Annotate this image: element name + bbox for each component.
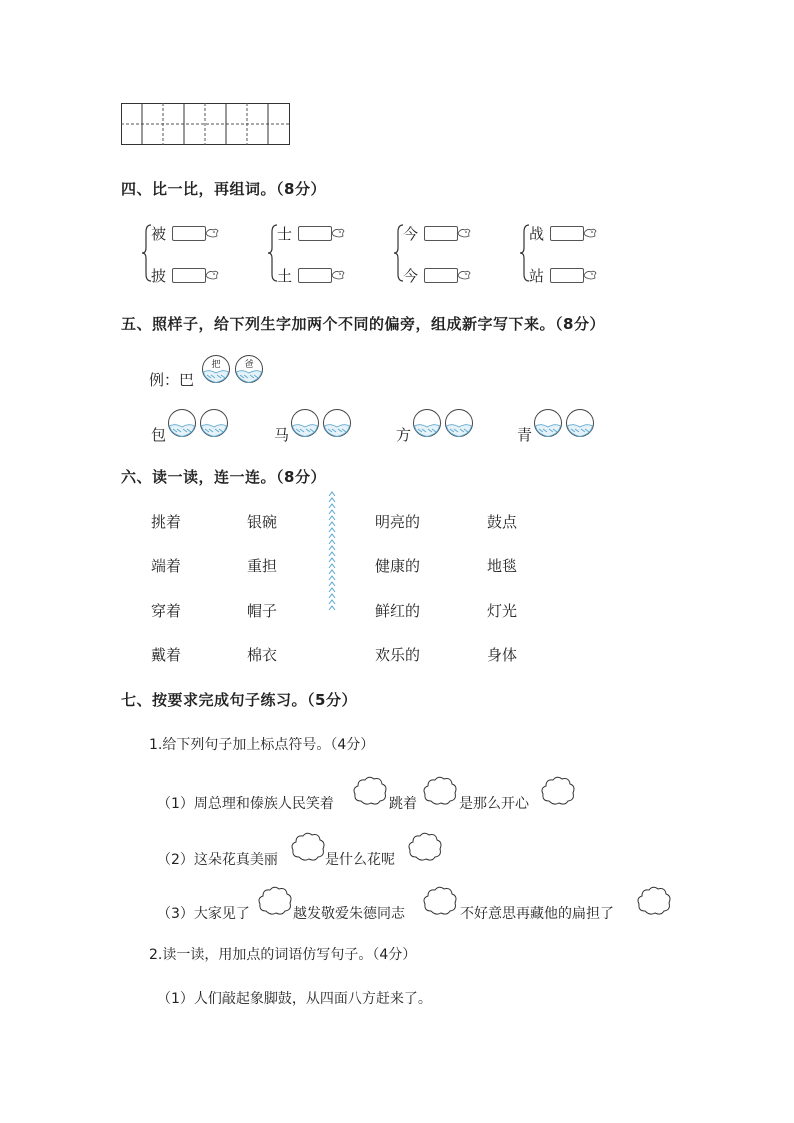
match-word[interactable]: 端着	[151, 557, 182, 575]
section4-title: 四、比一比，再组词。（8分）	[121, 180, 326, 198]
match-word[interactable]: 穿着	[151, 602, 182, 620]
match-word[interactable]: 身体	[487, 646, 518, 664]
writing-grid[interactable]	[121, 103, 290, 145]
sentence-4: （1）人们敲起象脚鼓，从四面八方赶来了。	[157, 991, 432, 1007]
character: 战	[529, 225, 545, 243]
cloud-blank-icon[interactable]	[352, 775, 388, 807]
answer-box[interactable]	[172, 268, 206, 283]
bird-icon	[457, 227, 471, 239]
match-word[interactable]: 鼓点	[487, 513, 518, 531]
answer-box[interactable]	[172, 226, 206, 241]
base-character: 方	[396, 426, 412, 444]
section5-title: 五、照样子，给下列生字加两个不同的偏旁，组成新字写下来。（8分）	[121, 315, 605, 333]
section6-title: 六、读一读，连一连。（8分）	[121, 468, 326, 486]
bird-icon	[583, 269, 597, 281]
character: 被	[151, 225, 167, 243]
sentence-1b: 跳着	[389, 796, 417, 812]
match-word[interactable]: 地毯	[487, 557, 518, 575]
answer-box[interactable]	[298, 226, 332, 241]
base-character: 青	[517, 426, 533, 444]
bird-icon	[205, 227, 219, 239]
answer-box[interactable]	[550, 226, 584, 241]
example-label: 例：巴	[149, 371, 195, 389]
match-word[interactable]: 灯光	[487, 602, 518, 620]
character: 站	[529, 267, 545, 285]
character: 士	[277, 225, 293, 243]
radical-circle[interactable]	[199, 408, 229, 438]
radical-circle[interactable]	[234, 354, 264, 384]
match-word[interactable]: 棉衣	[247, 646, 278, 664]
radical-circle[interactable]	[290, 408, 320, 438]
sentence-3b: 越发敬爱朱德同志	[293, 906, 405, 922]
bird-icon	[457, 269, 471, 281]
cloud-blank-icon[interactable]	[636, 885, 672, 917]
character: 土	[277, 267, 293, 285]
radical-circle[interactable]	[533, 408, 563, 438]
radical-circle[interactable]	[322, 408, 352, 438]
radical-circle[interactable]	[565, 408, 595, 438]
sentence-1c: 是那么开心	[459, 796, 529, 812]
character: 今	[403, 225, 419, 243]
base-character: 马	[274, 426, 290, 444]
sentence-2a: （2）这朵花真美丽	[157, 852, 278, 868]
radical-circle[interactable]	[444, 408, 474, 438]
character: 今	[403, 267, 419, 285]
base-character: 包	[151, 426, 167, 444]
section7-title: 七、按要求完成句子练习。（5分）	[121, 691, 357, 709]
answer-box[interactable]	[550, 268, 584, 283]
question-1: 1.给下列句子加上标点符号。（4分）	[149, 737, 375, 753]
match-word[interactable]: 银碗	[247, 513, 278, 531]
bird-icon	[331, 227, 345, 239]
sentence-3a: （3）大家见了	[157, 906, 250, 922]
cloud-blank-icon[interactable]	[422, 885, 458, 917]
cloud-blank-icon[interactable]	[257, 885, 293, 917]
bird-icon	[205, 269, 219, 281]
sentence-3c: 不好意思再藏他的扁担了	[460, 906, 614, 922]
character: 披	[151, 267, 167, 285]
match-word[interactable]: 挑着	[151, 513, 182, 531]
answer-box[interactable]	[424, 226, 458, 241]
radical-circle[interactable]	[167, 408, 197, 438]
radical-answer: 爸	[244, 360, 254, 370]
grid-lines	[121, 103, 290, 145]
answer-box[interactable]	[298, 268, 332, 283]
match-word[interactable]: 欢乐的	[375, 646, 421, 664]
cloud-blank-icon[interactable]	[540, 775, 576, 807]
radical-circle[interactable]	[201, 354, 231, 384]
bird-icon	[583, 227, 597, 239]
match-word[interactable]: 健康的	[375, 557, 421, 575]
dotted-divider	[326, 490, 338, 614]
answer-box[interactable]	[424, 268, 458, 283]
match-word[interactable]: 明亮的	[375, 513, 421, 531]
match-word[interactable]: 帽子	[247, 602, 278, 620]
sentence-1a: （1）周总理和傣族人民笑着	[157, 796, 334, 812]
bird-icon	[331, 269, 345, 281]
question-2: 2.读一读，用加点的词语仿写句子。（4分）	[149, 947, 417, 963]
cloud-blank-icon[interactable]	[290, 831, 326, 863]
radical-circle[interactable]	[412, 408, 442, 438]
cloud-blank-icon[interactable]	[422, 775, 458, 807]
match-word[interactable]: 鲜红的	[375, 602, 421, 620]
match-word[interactable]: 戴着	[151, 646, 182, 664]
match-word[interactable]: 重担	[247, 557, 278, 575]
radical-answer: 把	[211, 360, 221, 370]
cloud-blank-icon[interactable]	[407, 831, 443, 863]
sentence-2b: 是什么花呢	[325, 852, 395, 868]
